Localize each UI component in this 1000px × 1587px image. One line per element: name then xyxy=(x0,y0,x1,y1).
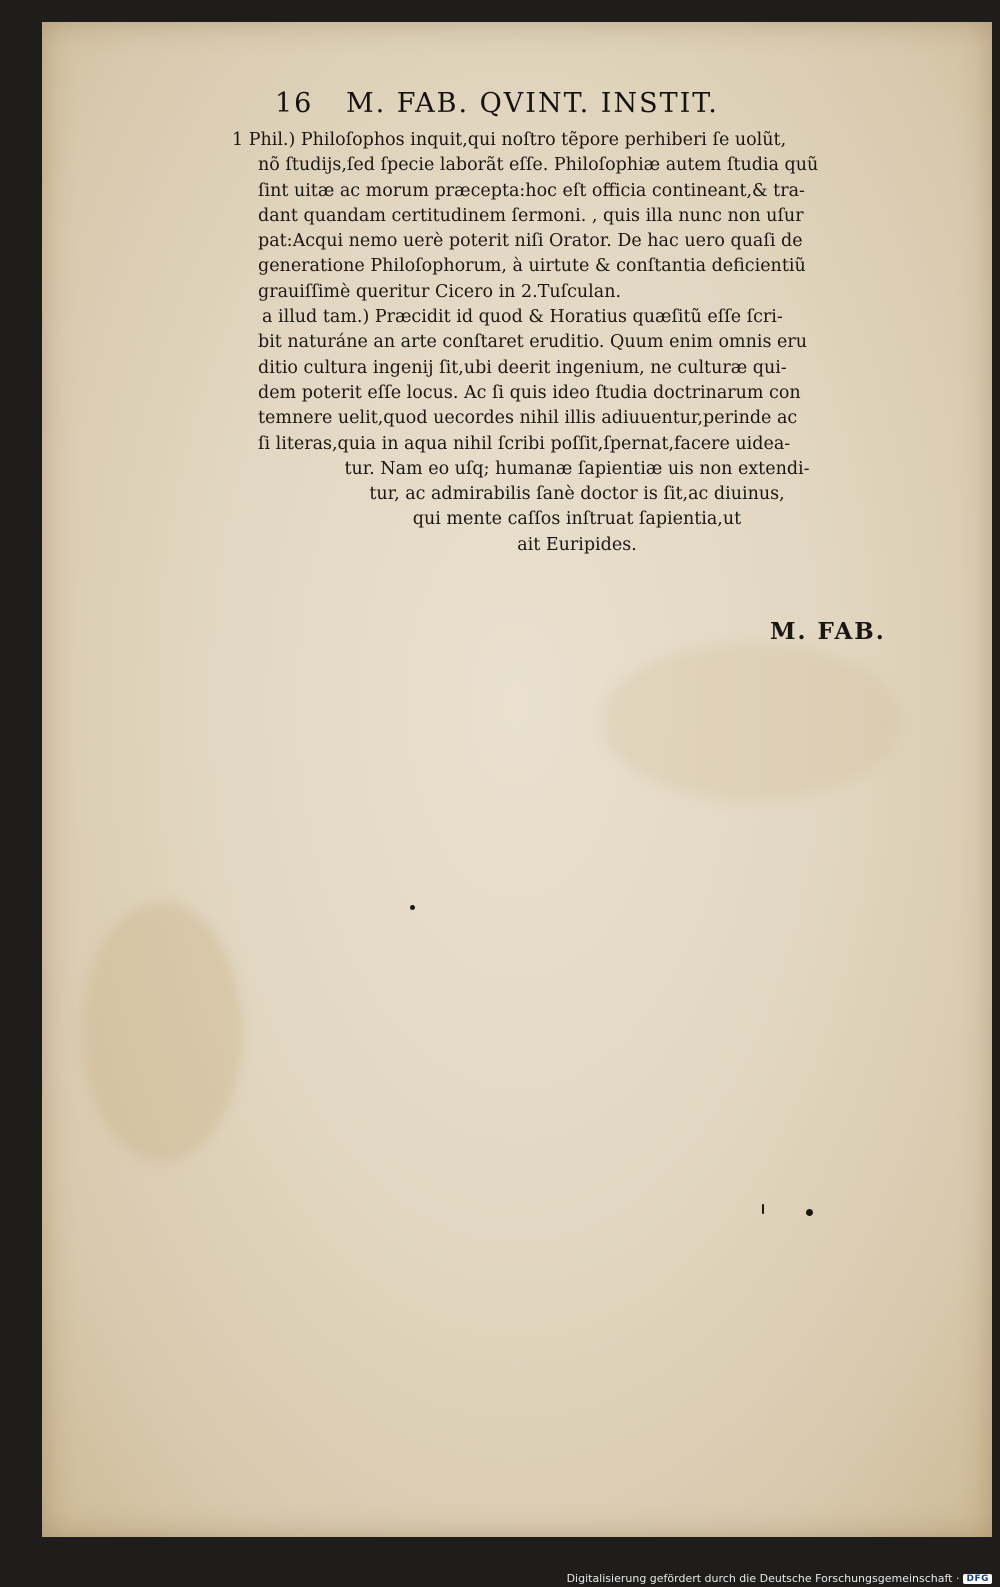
running-header xyxy=(275,88,895,128)
text-line: temnere uelit,quod uecordes nihil illis adiuuentur,perinde ac xyxy=(258,408,798,429)
text-line: dant quandam certitudinem ſermoni. , quis illa nunc non uſur xyxy=(258,205,804,226)
ink-speck xyxy=(410,905,415,910)
text-line: qui mente caſſos inſtruat ſapientia,ut xyxy=(412,509,742,530)
commentary-text xyxy=(232,128,932,558)
text-line: tur, ac admirabilis ſanè doctor is ſit,ac diuinus, xyxy=(369,484,785,505)
text-line: ait Euripides. xyxy=(517,534,637,555)
text-line: a illud tam.) Præcidit id quod & Horatius quæſitũ eſſe ſcri- xyxy=(262,307,783,328)
text-line: ditio cultura ingenij ſit,ubi deerit ingenium, ne culturæ qui- xyxy=(258,357,787,378)
footer-credit: Digitalisierung gefördert durch die Deutsche Forschungsgemeinschaft · xyxy=(566,1572,960,1585)
ink-speck xyxy=(806,1209,813,1216)
dfg-logo: DFG xyxy=(963,1574,992,1584)
text-line: ſi literas,quia in aqua nihil ſcribi poſſit,ſpernat,facere uidea- xyxy=(258,433,791,454)
text-line: grauiſſimè queritur Cicero in 2.Tuſculan. xyxy=(258,281,622,302)
text-line: generatione Philoſophorum, à uirtute & conſtantia deficientiũ xyxy=(258,256,806,277)
text-line: ſint uitæ ac morum præcepta:hoc eſt officia contineant,& tra- xyxy=(258,180,805,201)
water-stain xyxy=(82,902,242,1162)
text-line: pat:Acqui nemo uerè poterit niſi Orator. De hac uero quaſi de xyxy=(258,231,803,252)
text-line: bit naturáne an arte conſtaret eruditio. Quum enim omnis eru xyxy=(258,332,808,353)
ink-bleed-through xyxy=(602,642,902,802)
running-title: M. FAB. QVINT. INSTIT. xyxy=(345,88,719,119)
catchword: M. FAB. xyxy=(770,618,886,645)
text-line: 1 Phil.) Philoſophos inquit,qui noſtro tẽpore perhiberi ſe uolũt, xyxy=(232,130,787,150)
digitization-footer xyxy=(567,1572,992,1585)
text-line: dem poterit eſſe locus. Ac ſi quis ideo ſtudia doctrinarum con xyxy=(258,382,801,403)
text-line: nõ ſtudijs,ſed ſpecie laborãt eſſe. Philoſophiæ autem ſtudia quũ xyxy=(258,155,819,176)
page-number: 16 xyxy=(275,88,314,119)
text-line: tur. Nam eo uſq; humanæ ſapientiæ uis non extendi- xyxy=(344,458,810,479)
ink-speck xyxy=(762,1204,764,1214)
